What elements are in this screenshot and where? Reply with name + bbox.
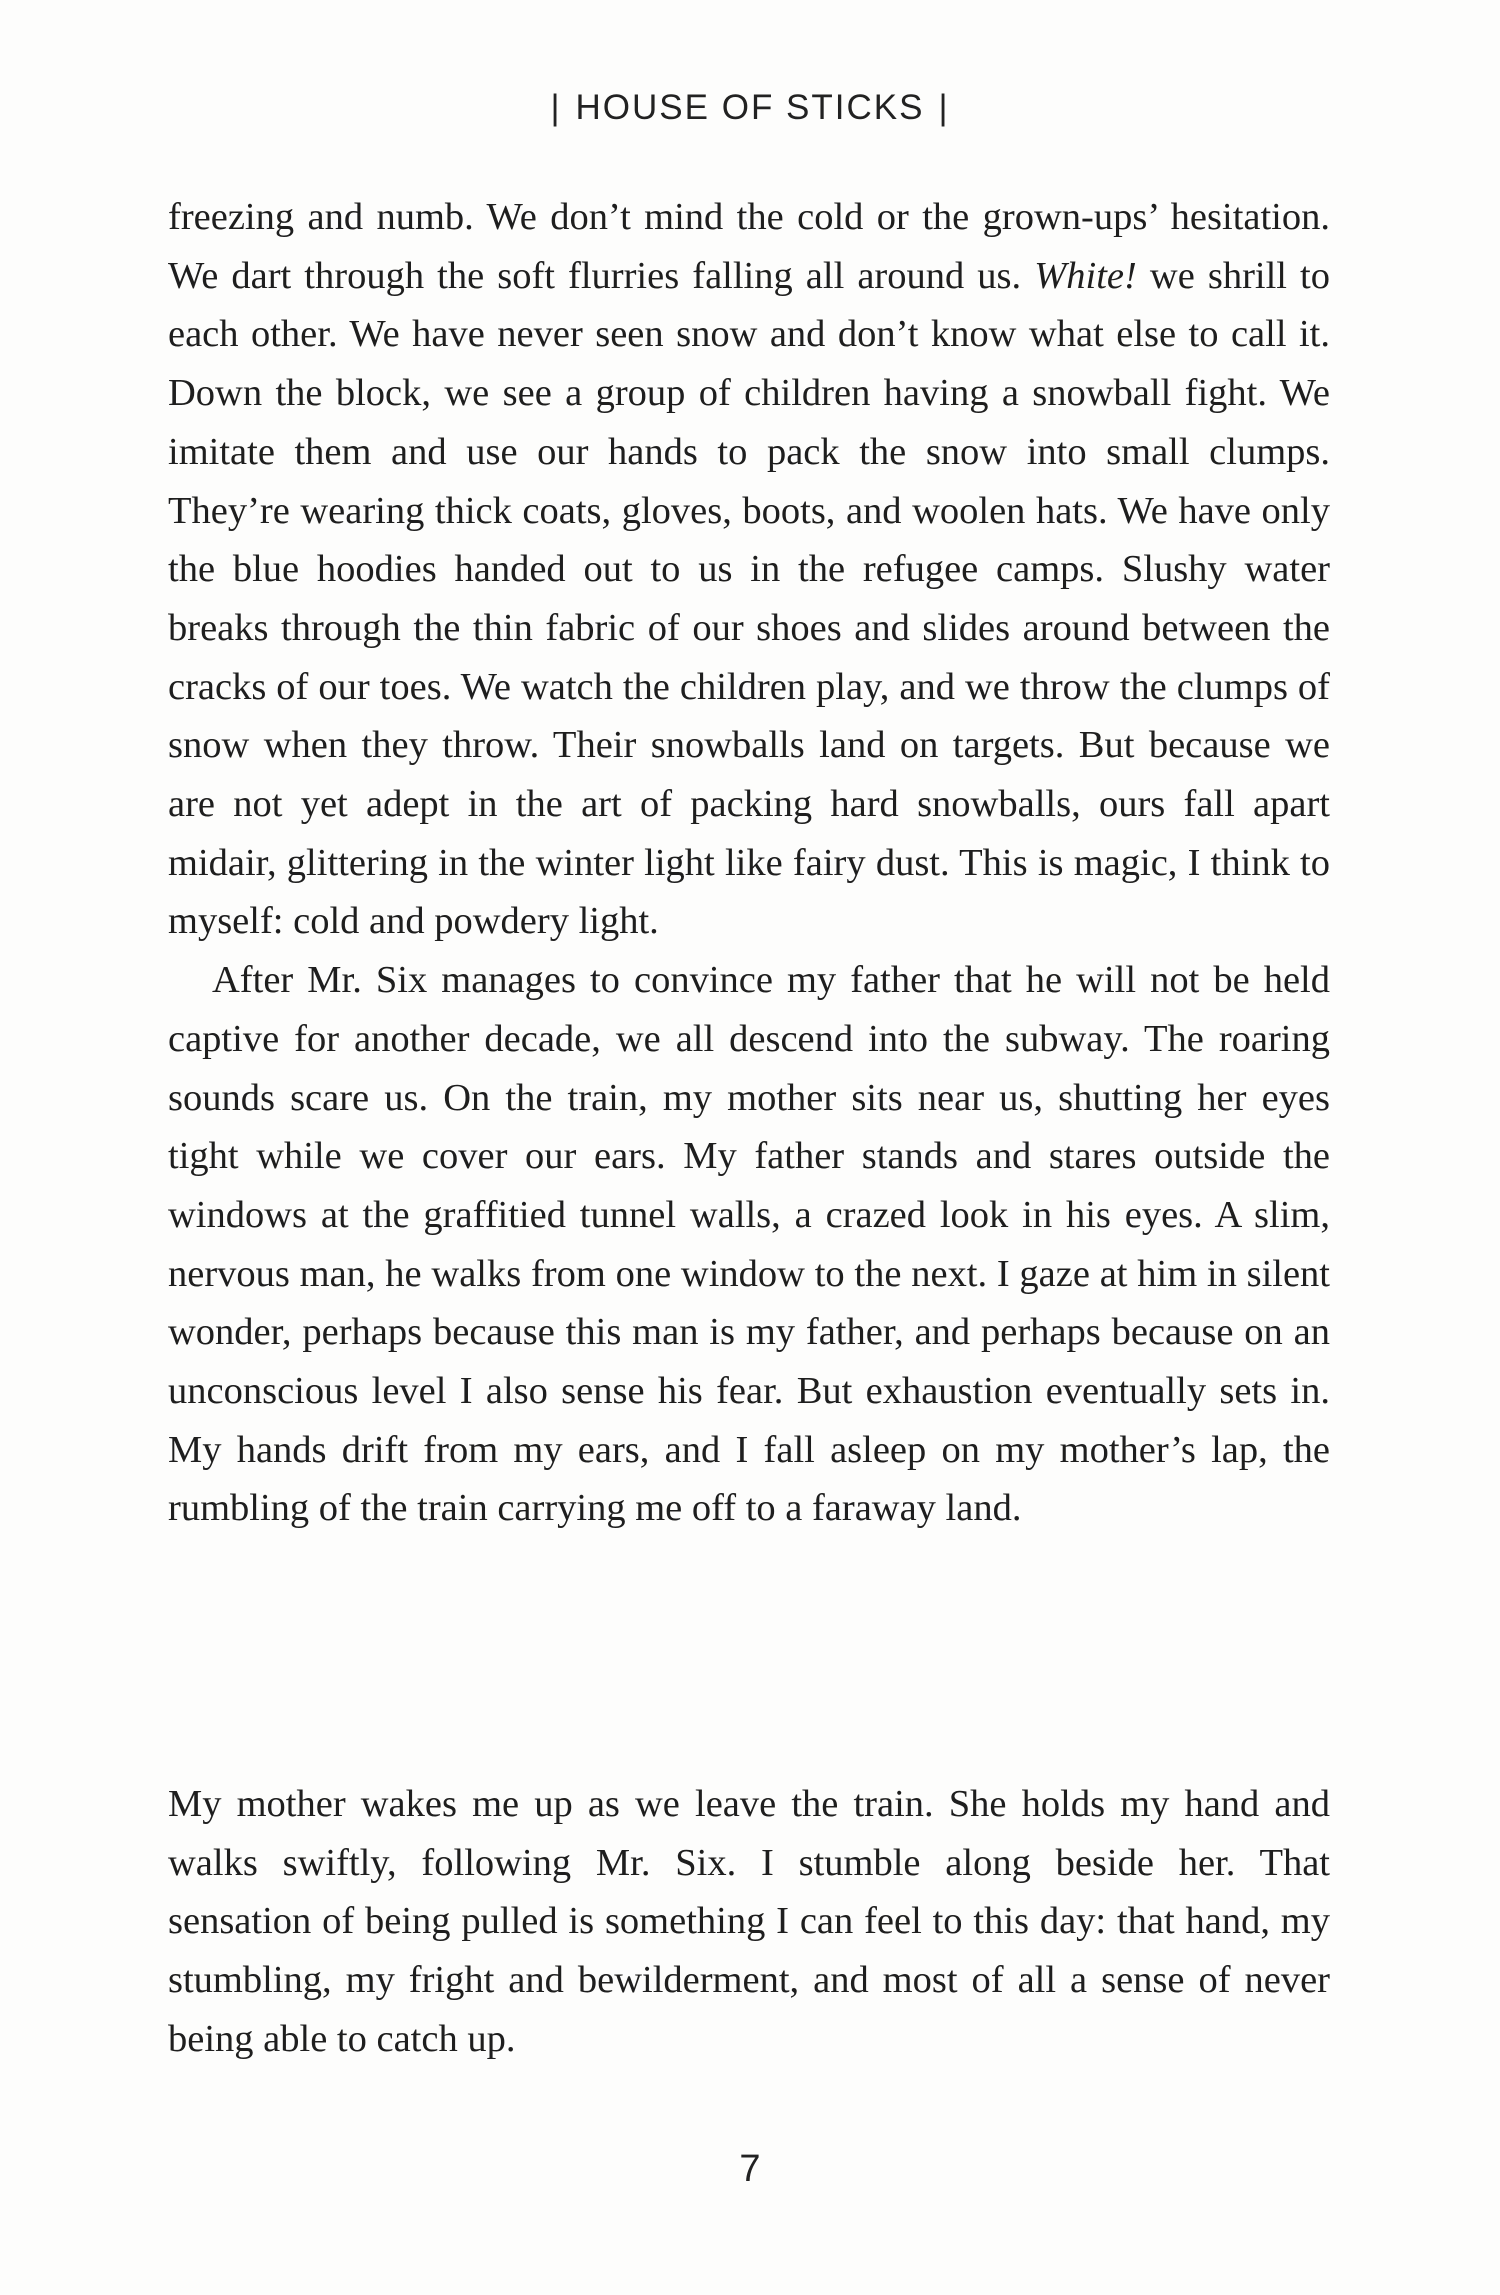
paragraph-1-end: we shrill to each other. We have never seen snow and don’t know what else to call it. Down the block, we see a group of children having a snowball fight. We imitate them and use our hands to pack the snow into small clumps. They’re wearing thick coats, gloves, boots, and woolen hats. We have only the blue hoodies handed out to us in the refugee camps. Slushy water breaks through the thin fabric of our shoes and slides around between the cracks of our toes. We watch the children play, and we throw the clumps of snow when they throw. Their snowballs land on targets. But because we are not yet adept in the art of packing hard snowballs, ours fall apart midair, glittering in the winter light like fairy dust. This is magic, I think to myself: cold and powdery light. [168, 254, 1330, 943]
paragraph-2: After Mr. Six manages to convince my father that he will not be held captive for another decade, we all descend into the subway. The roaring sounds scare us. On the train, my mother sits near us, shutting her eyes tight while we cover our ears. My father stands and stares outside the windows at the graffitied tunnel walls, a crazed look in his eyes. A slim, nervous man, he walks from one window to the next. I gaze at him in silent wonder, perhaps because this man is my father, and perhaps because on an unconscious level I also sense his fear. But exhaustion eventually sets in. My hands drift from my ears, and I fall asleep on my mother’s lap, the rumbling of the train carrying me off to a faraway land. [168, 959, 1330, 1530]
main-text-block [168, 188, 1330, 1538]
header-right-bar: | [938, 88, 950, 127]
section-text-block [168, 1775, 1330, 2069]
book-title: HOUSE OF STICKS [575, 88, 925, 127]
header-left-bar: | [550, 88, 562, 127]
running-header [0, 88, 1500, 128]
paragraph-3: My mother wakes me up as we leave the train. She holds my hand and walks swiftly, following Mr. Six. I stumble along beside her. That sensation of being pulled is something I can feel to this day: that hand, my stumbling, my fright and bewilderment, and most of all a sense of never being able to catch up. [168, 1783, 1330, 2060]
page-number: 7 [739, 2148, 761, 2190]
paragraph-1-start: freezing and numb. We don’t mind the cold or the grown-ups’ hesitation. We dart through the soft flurries falling all around us. [168, 196, 1330, 297]
paragraph-continued [168, 188, 1330, 951]
paragraph-1-italic: White! [1034, 254, 1137, 297]
